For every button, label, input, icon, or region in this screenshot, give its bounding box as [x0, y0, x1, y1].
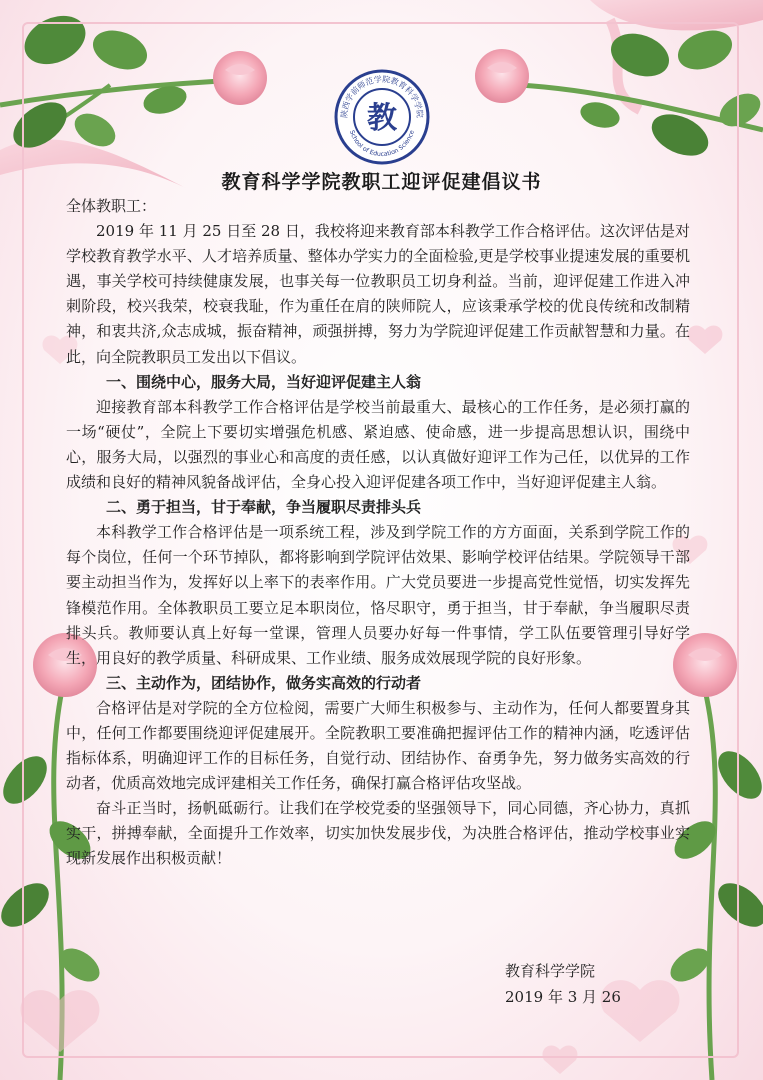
- section-heading-3: 三、主动作为，团结协作，做务实高效的行动者: [106, 673, 422, 692]
- document-body: [66, 194, 690, 872]
- svg-text:教: 教: [367, 101, 397, 136]
- section-body-2: 本科教学工作合格评估是一项系统工程，涉及到学院工作的方方面面，关系到学院工作的每个岗位，任何一个环节掉队，都将影响到学院评估效果、影响学校评估结果。学院领导干部要主动担当作为，发挥好以上率下的表率作用。广大党员要进一步提高党性觉悟，切实发挥先锋模范作用。全体教职员工要立足本职岗位，恪尽职守，勇于担当，甘于奉献，争当履职尽责排头兵。教师要认真上好每一堂课，管理人员要办好每一件事情，学工队伍要管理引导好学生，用良好的教学质量、科研成果、工作业绩、服务成效展现学院的良好形象。: [66, 523, 690, 667]
- closing-paragraph: 奋斗正当时，扬帆砥砺行。让我们在学校党委的坚强领导下，同心同德，齐心协力，真抓实干，拼搏奉献，全面提升工作效率，切实加快发展步伐，为决胜合格评估，推动学校事业实现新发展作出积极贡献！: [66, 799, 690, 868]
- section-body-3: 合格评估是对学院的全方位检阅，需要广大师生积极参与、主动作为，任何人都要置身其中，任何工作都要围绕迎评促建展开。全院教职工要准确把握评估工作的精神内涵，吃透评估指标体系，明确迎评工作的目标任务，自觉行动、团结协作、奋勇争先，努力做务实高效的行动者，优质高效地完成评建相关工作任务，确保打赢合格评估攻坚战。: [66, 698, 690, 793]
- signature-org: 教育科学学院: [505, 962, 596, 980]
- document-title: 教育科学学院教职工迎评促建倡议书: [221, 171, 542, 193]
- section-heading-1: 一、围绕中心，服务大局，当好迎评促建主人翁: [106, 372, 422, 391]
- signature-date: 2019 年 3 月 26: [505, 988, 621, 1006]
- section-heading-2: 二、勇于担当，甘于奉献，争当履职尽责排头兵: [106, 498, 422, 517]
- salutation: 全体教职工：: [66, 197, 157, 215]
- emblem-english-text: School of Education Science: [348, 129, 416, 159]
- section-body-1: 迎接教育部本科教学工作合格评估是学校当前最重大、最核心的工作任务，是必须打赢的一场“硬仗”，全院上下要切实增强危机感、紧迫感、使命感，进一步提高思想认识，围绕中心，服务大局，以强烈的事业心和高度的责任感，以认真做好迎评工作为己任，以优异的工作成绩和良好的精神风貌备战评估，全身心投入迎评促建各项工作中，当好迎评促建主人翁。: [66, 397, 690, 492]
- intro-paragraph: 2019 年 11 月 25 日至 28 日，我校将迎来教育部本科教学工作合格评估。这次评估是对学校教育教学水平、人才培养质量、整体办学实力的全面检验,更是学校事业提速发展的重要机遇，事关学校可持续健康发展，也事关每一位教职员工切身利益。当前，迎评促建工作进入冲刺阶段，校兴我荣，校衰我耻，作为重任在肩的陕师院人，应该秉承学校的优良传统和改制精神，和衷共济,众志成城，振奋精神，顽强拼搏，努力为学院迎评促建工作贡献智慧和力量。在此，向全院教职员工发出以下倡议。: [66, 222, 690, 366]
- emblem-ring-text: 陕西学前师范学院教育科学学院: [339, 74, 425, 119]
- school-emblem-icon: [333, 68, 431, 166]
